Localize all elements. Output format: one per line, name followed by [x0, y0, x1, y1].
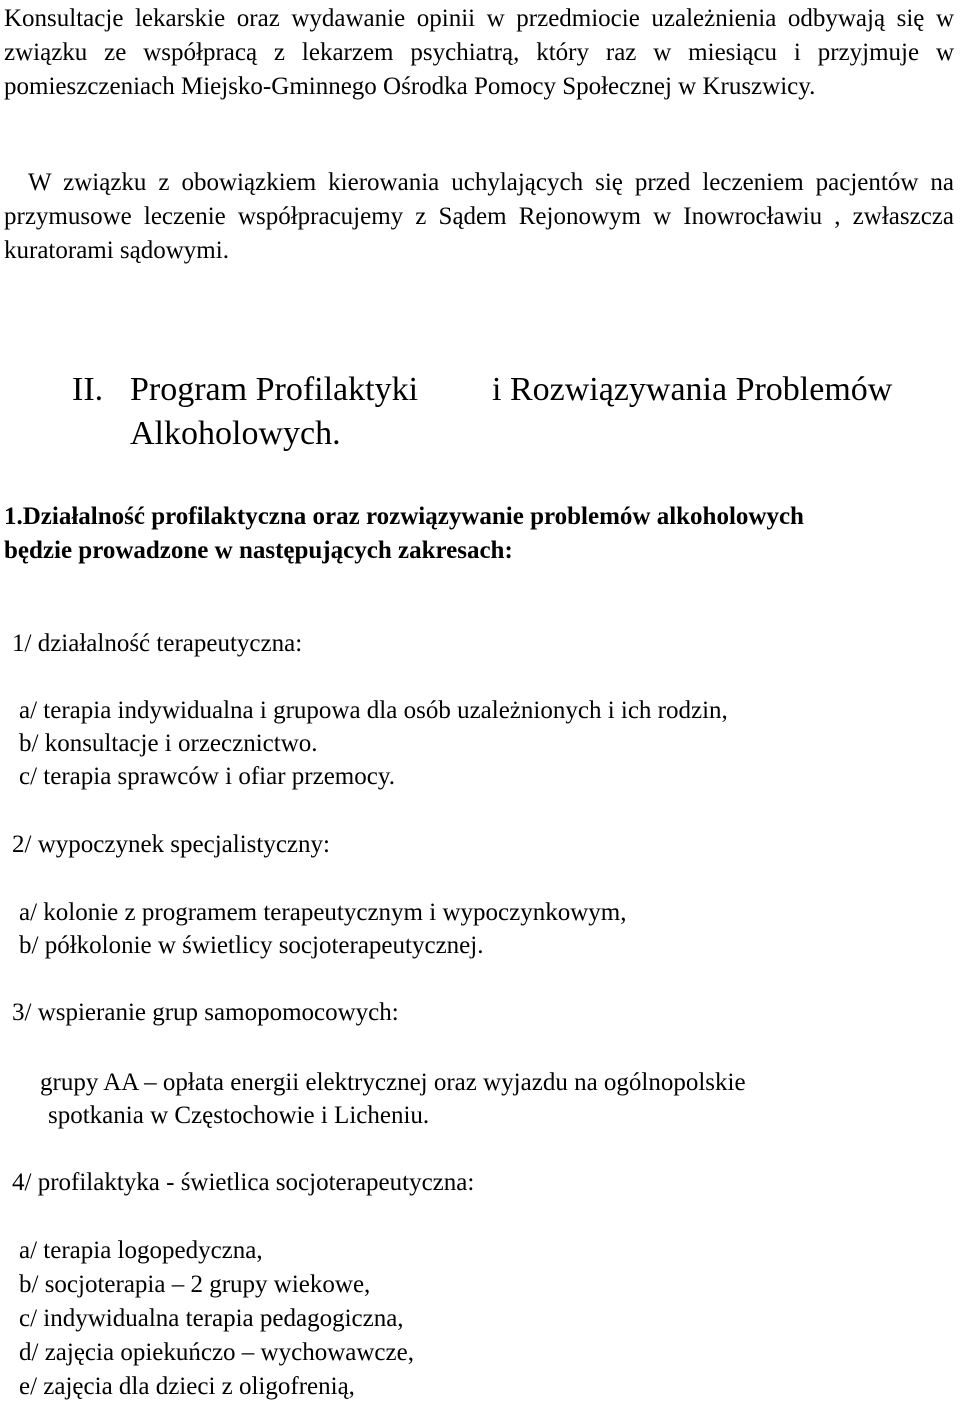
- list-item: b/ socjoterapia – 2 grupy wiekowe,: [19, 1271, 371, 1298]
- list-item: c/ indywidualna terapia pedagogiczna,: [19, 1305, 404, 1332]
- group-heading-prevention: 4/ profilaktyka - świetlica socjoterapeutyczna:: [12, 1169, 475, 1196]
- list-item: b/ półkolonie w świetlicy socjoterapeutycznej.: [19, 932, 484, 959]
- paragraph-consultations: Konsultacje lekarskie oraz wydawanie opinii w przedmiocie uzależnienia odbywają się w związku ze współpracą z lekarzem psychiatrą, który raz w miesiącu i przyjmuje w pomieszczeniach Miejsko-Gminnego Ośrodka Pomocy Społecznej w Kruszwicy.: [4, 5, 954, 100]
- group-heading-therapeutic: 1/ działalność terapeutyczna:: [12, 630, 303, 657]
- list-item: c/ terapia sprawców i ofiar przemocy.: [19, 763, 395, 790]
- group-heading-recreation: 2/ wypoczynek specjalistyczny:: [12, 831, 330, 858]
- intro-line-2: będzie prowadzone w następujących zakresach:: [4, 537, 513, 564]
- list-item: a/ kolonie z programem terapeutycznym i wypoczynkowym,: [19, 899, 627, 926]
- section-title-line2: Alkoholowych.: [130, 415, 341, 452]
- section-number: II.: [72, 371, 104, 408]
- list-item: e/ zajęcia dla dzieci z oligofrenią,: [19, 1373, 355, 1400]
- section-title-part2: i Rozwiązywania Problemów: [492, 371, 893, 408]
- paragraph-court-cooperation: W związku z obowiązkiem kierowania uchylających się przed leczeniem pacjentów na przymusowe leczenie współpracujemy z Sądem Rejonowym w Inowrocławiu , zwłaszcza kuratorami sądowymi.: [4, 169, 954, 264]
- list-item: grupy AA – opłata energii elektrycznej oraz wyjazdu na ogólnopolskie: [40, 1069, 746, 1096]
- list-item: a/ terapia logopedyczna,: [19, 1237, 263, 1264]
- list-item: a/ terapia indywidualna i grupowa dla osób uzależnionych i ich rodzin,: [19, 697, 728, 724]
- list-item: b/ konsultacje i orzecznictwo.: [19, 730, 318, 757]
- group-heading-self-help: 3/ wspieranie grup samopomocowych:: [12, 999, 399, 1026]
- list-item: spotkania w Częstochowie i Licheniu.: [48, 1102, 430, 1129]
- section-title-part1: Program Profilaktyki: [130, 371, 419, 408]
- list-item: d/ zajęcia opiekuńczo – wychowawcze,: [19, 1339, 414, 1366]
- intro-line-1: 1.Działalność profilaktyczna oraz rozwiązywanie problemów alkoholowych: [4, 503, 804, 530]
